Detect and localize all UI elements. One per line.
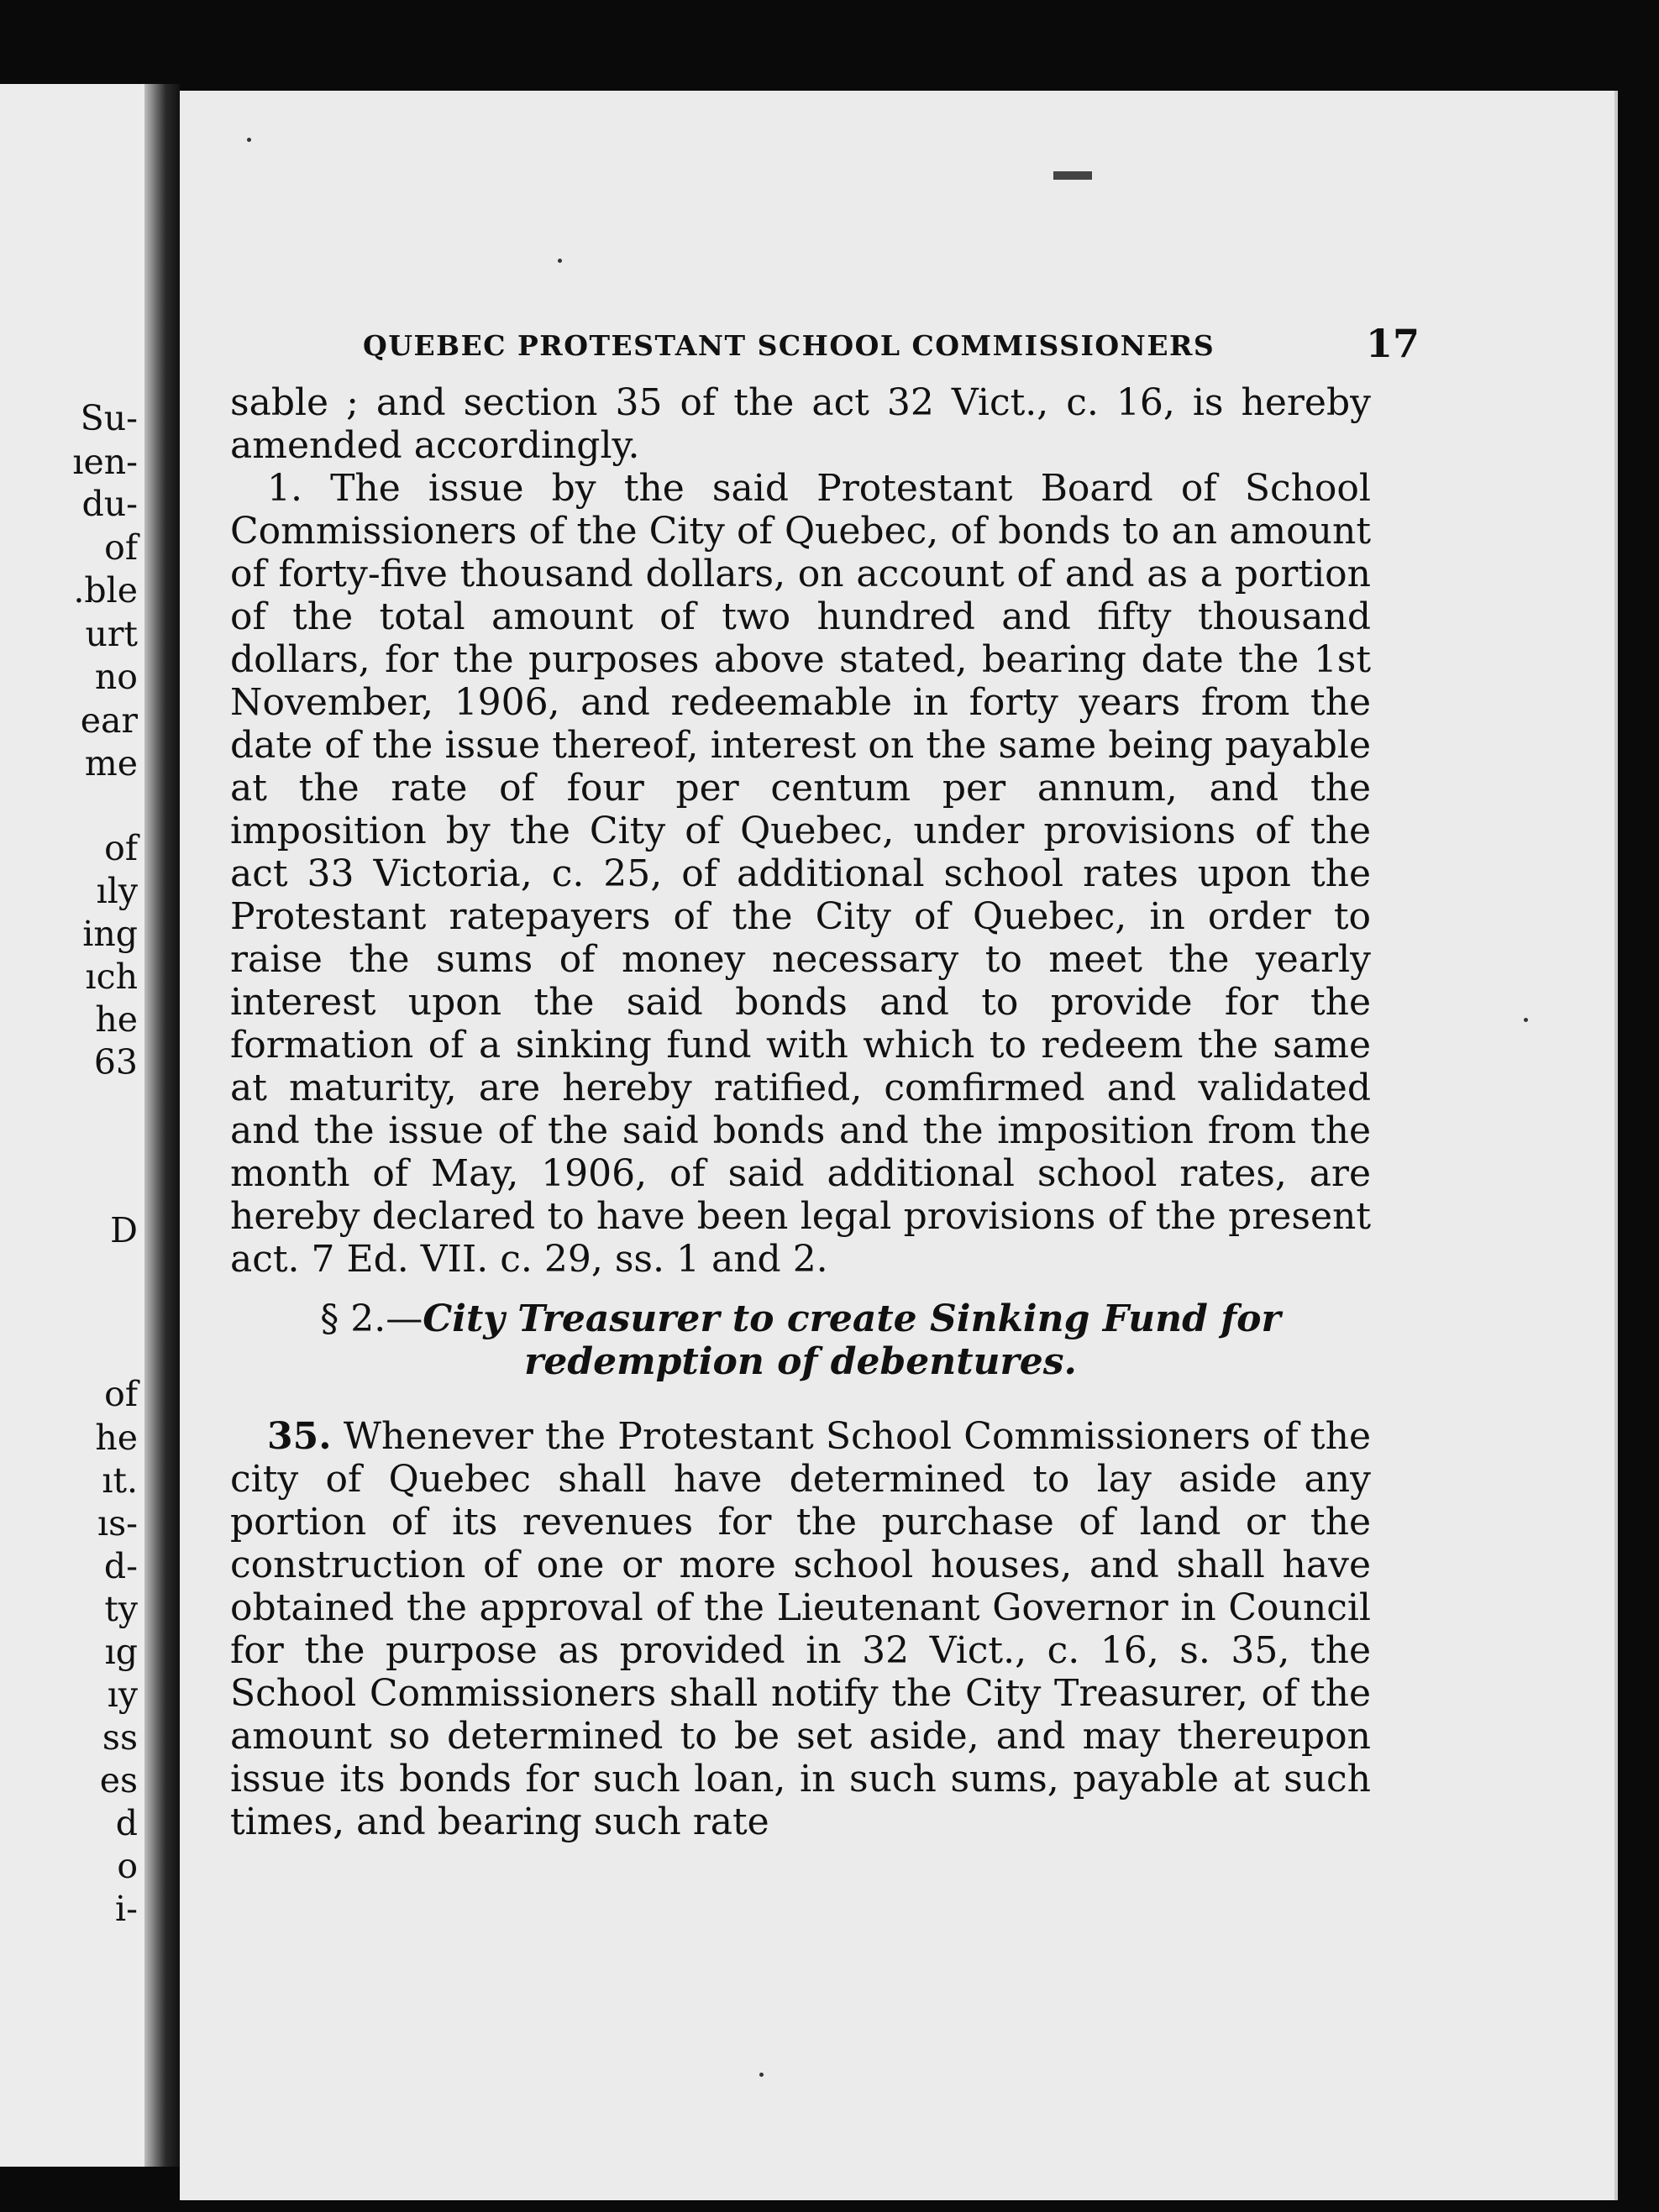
speck: [247, 138, 251, 142]
body-text: [230, 381, 1371, 1843]
paragraph-35-text: Whenever the Protestant School Commissioners of the city of Quebec shall have determined to lay aside any portion of its revenues for the purchase of land or the construction of one or more school houses, and shall have obtained the approval of the Lieutenant Governor in Council for the purpose as provided in 32 Vict., c. 16, s. 35, the School Commissioners shall notify the City Treasurer, of the amount so determined to be set aside, and may thereupon issue its bonds for such loan, in such sums, payable at such times, and bearing such rate: [230, 1415, 1371, 1843]
left-page-text-fragment: ear: [80, 700, 138, 741]
left-page-text-fragment: no: [94, 657, 138, 697]
running-head: [208, 321, 1420, 371]
page-number: 17: [1365, 321, 1420, 366]
left-page-text-fragment: ing: [82, 914, 138, 954]
speck: [1524, 1018, 1528, 1022]
main-page: [180, 91, 1618, 2200]
left-page-text-fragment: .ble: [73, 570, 138, 611]
left-page-text-fragment: ıly: [96, 871, 138, 911]
left-page-text-fragment: ıs-: [97, 1503, 138, 1544]
left-page-fragment: [0, 84, 150, 2167]
paragraph-1: 1. The issue by the said Protestant Board of School Commissioners of the City of Quebec, of bonds to an amount of forty-five thousand dollars, on account of and as a portion of the total amount of two hundred and fifty thousand dollars, for the purposes above stated, bearing date the 1st November, 1906, and redeemable in forty years from the date of the issue thereof, interest on the same being payable at the rate of four per centum per annum, and the imposition by the City of Quebec, under provisions of the act 33 Victoria, c. 25, of additional school rates upon the Protestant ratepayers of the City of Quebec, in order to raise the sums of money necessary to meet the yearly interest upon the said bonds and to provide for the formation of a sinking fund with which to redeem the same at maturity, are hereby ratified, comfirmed and validated and the issue of the said bonds and the imposition from the month of May, 1906, of said additional school rates, are hereby declared to have been legal provisions of the present act. 7 Ed. VII. c. 29, ss. 1 and 2.: [230, 467, 1371, 1281]
left-page-text-fragment: ss: [102, 1717, 138, 1758]
section-heading-text: City Treasurer to create Sinking Fund for redemption of debentures.: [423, 1297, 1281, 1383]
scan-mark: [1053, 171, 1092, 180]
left-page-text-fragment: of: [104, 828, 138, 868]
left-page-text-fragment: 63: [93, 1042, 138, 1082]
left-page-text-fragment: he: [95, 1418, 138, 1458]
left-page-text-fragment: of: [104, 1374, 138, 1414]
left-page-text-fragment: of: [104, 527, 138, 568]
left-page-text-fragment: ıch: [85, 957, 138, 997]
left-page-text-fragment: es: [99, 1760, 138, 1801]
left-page-text-fragment: D: [110, 1210, 138, 1250]
left-page-text-fragment: ıy: [107, 1675, 138, 1715]
section-prefix: § 2.—: [320, 1297, 423, 1340]
left-page-text-fragment: ty: [104, 1589, 138, 1629]
left-page-text-fragment: me: [84, 743, 138, 784]
paragraph-continuation: sable ; and section 35 of the act 32 Vict., c. 16, is hereby amended accordingly.: [230, 381, 1371, 467]
section-heading: [230, 1297, 1371, 1383]
left-page-text-fragment: i-: [115, 1889, 138, 1929]
left-page-text-fragment: he: [95, 999, 138, 1040]
left-page-text-fragment: urt: [85, 614, 138, 654]
left-page-text-fragment: Su-: [80, 398, 138, 438]
left-page-text-fragment: d-: [103, 1546, 138, 1586]
left-page-text-fragment: du-: [81, 484, 138, 524]
speck: [558, 259, 562, 263]
running-title: QUEBEC PROTESTANT SCHOOL COMMISSIONERS: [363, 329, 1215, 362]
book-gutter: [144, 84, 180, 2167]
left-page-text-fragment: ıen-: [72, 442, 138, 482]
speck: [759, 2073, 764, 2077]
left-page-text-fragment: ıg: [104, 1632, 138, 1672]
paragraph-35: [230, 1415, 1371, 1843]
left-page-text-fragment: d: [115, 1803, 138, 1843]
left-page-text-fragment: o: [117, 1846, 138, 1886]
left-page-text-fragment: ıt.: [102, 1460, 138, 1501]
paragraph-35-number: 35.: [267, 1415, 332, 1458]
